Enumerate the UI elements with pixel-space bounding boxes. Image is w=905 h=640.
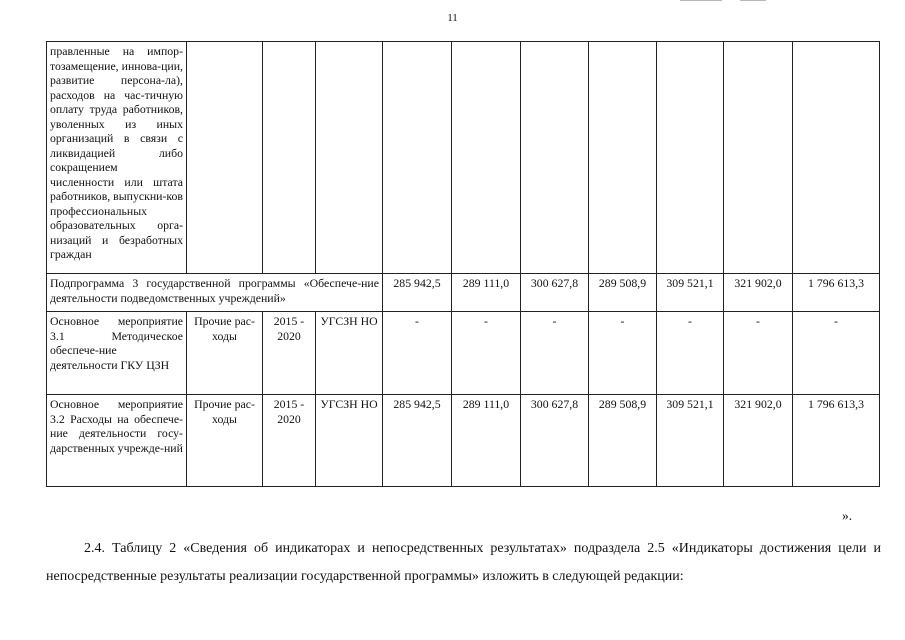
executor-cell: УГСЗН НО	[316, 395, 383, 487]
value-cell: 285 942,5	[383, 274, 452, 312]
empty-cell	[383, 42, 452, 274]
table-row	[47, 395, 880, 487]
budget-table	[46, 41, 880, 487]
value-cell: 309 521,1	[657, 395, 724, 487]
scan-artifact-line	[680, 0, 722, 1]
value-cell: -	[589, 312, 657, 395]
value-cell: 1 796 613,3	[793, 274, 880, 312]
closing-quote-mark: ».	[842, 508, 853, 523]
executor-cell: УГСЗН НО	[316, 312, 383, 395]
empty-cell	[521, 42, 589, 274]
value-cell: 1 796 613,3	[793, 395, 880, 487]
empty-cell	[793, 42, 880, 274]
empty-cell	[263, 42, 316, 274]
table-row	[47, 274, 880, 312]
subprogram-name-cell: Подпрограмма 3 государственной программы «Обеспече-ние деятельности подведомственных учреждений»	[47, 274, 383, 312]
table-row	[47, 312, 880, 395]
value-cell: 300 627,8	[521, 274, 589, 312]
value-cell: 289 111,0	[452, 395, 521, 487]
value-cell: 289 508,9	[589, 395, 657, 487]
measure-name-cell: Основное мероприятие 3.2 Расходы на обеспече-ние деятельности госу-дарственных учрежде-ний	[47, 395, 187, 487]
measure-name-cell: правленные на импор-тозамещение, иннова-ции, развитие персона-ла), расходов на час-тичную оплату труда работников, уволенных из иных организаций в связи с ликвидацией либо сокращением численности или штата работников, выпускни-ков профессиональных образовательных орга-низаций и безработных граждан	[47, 42, 187, 274]
value-cell: -	[452, 312, 521, 395]
value-cell: 309 521,1	[657, 274, 724, 312]
value-cell: -	[724, 312, 793, 395]
period-cell: 2015 - 2020	[263, 395, 316, 487]
empty-cell	[724, 42, 793, 274]
value-cell: 285 942,5	[383, 395, 452, 487]
empty-cell	[589, 42, 657, 274]
empty-cell	[187, 42, 263, 274]
empty-cell	[452, 42, 521, 274]
value-cell: 321 902,0	[724, 274, 793, 312]
period-cell: 2015 - 2020	[263, 312, 316, 395]
amendment-paragraph: 2.4. Таблицу 2 «Сведения об индикаторах и непосредственных результатах» подраздела 2.5 «Индикаторы достижения цели и непосредственные результаты реализации государственной программы» изложить в следующей редакции:	[46, 541, 881, 584]
value-cell: 289 508,9	[589, 274, 657, 312]
value-cell: -	[657, 312, 724, 395]
value-cell: -	[793, 312, 880, 395]
value-cell: 321 902,0	[724, 395, 793, 487]
empty-cell	[316, 42, 383, 274]
value-cell: 300 627,8	[521, 395, 589, 487]
value-cell: 289 111,0	[452, 274, 521, 312]
expense-type-cell: Прочие рас-ходы	[187, 395, 263, 487]
scan-artifact-line	[740, 0, 766, 1]
expense-type-cell: Прочие рас-ходы	[187, 312, 263, 395]
empty-cell	[657, 42, 724, 274]
measure-name-cell: Основное мероприятие 3.1 Методическое обеспече-ние деятельности ГКУ ЦЗН	[47, 312, 187, 395]
value-cell: -	[521, 312, 589, 395]
value-cell: -	[383, 312, 452, 395]
table-row	[47, 42, 880, 274]
page-number: 11	[447, 12, 458, 24]
